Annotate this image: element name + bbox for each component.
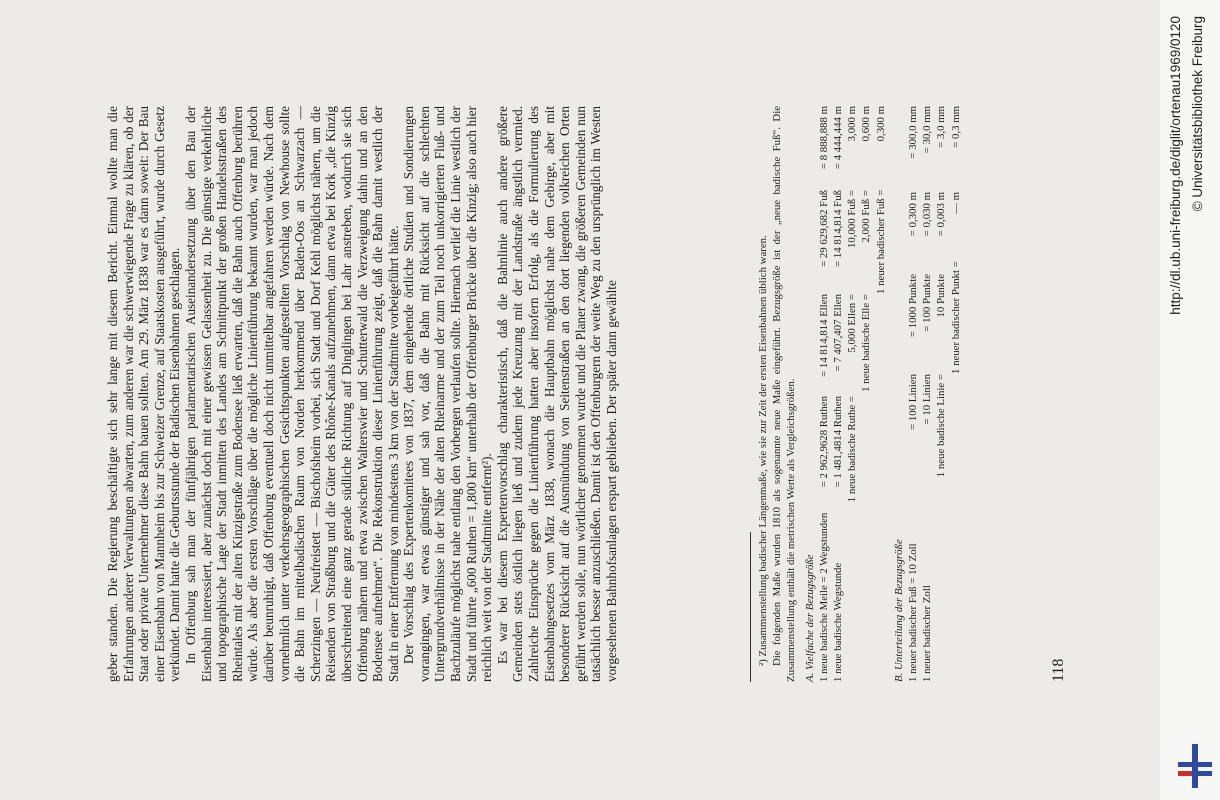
- table-cell: [845, 514, 859, 682]
- margin-text: [1160, 0, 1220, 800]
- table-cell: = 1000 Punkte: [907, 274, 920, 338]
- table-cell: 10,000 Fuß =: [846, 190, 859, 248]
- table-cell: 0,600 m: [860, 106, 873, 142]
- table-cell: = 1 481,4814 Ruthen: [832, 396, 845, 488]
- table-cell: = 100 Linien: [907, 374, 920, 430]
- table-cell: 1 neuer badischer Zoll: [921, 585, 934, 682]
- library-logo-icon: [1175, 742, 1215, 790]
- table-cell: [874, 294, 888, 396]
- body-text: [105, 106, 620, 682]
- table-row: [906, 106, 920, 682]
- table-cell: [949, 374, 963, 512]
- logo-red-bar: [1178, 771, 1192, 776]
- table-cell: [874, 514, 888, 682]
- table-cell: 1 neue badische Linie =: [935, 374, 948, 478]
- section-a-heading: A. Vielfache der Bezugsgröße: [803, 554, 816, 682]
- table-cell: = 0,030 m: [921, 192, 934, 237]
- table-cell: 10 Punkte: [935, 274, 948, 318]
- table-cell: [859, 396, 873, 514]
- footnote-rule: [750, 532, 751, 682]
- table-cell: = 3,0 mm: [935, 106, 948, 148]
- table-cell: = 29 629,682 Fuß: [817, 190, 830, 267]
- table-cell: 1 neuer badischer Punkt =: [949, 261, 962, 374]
- table-row: [949, 106, 963, 682]
- body-paragraph: In Offenburg sah man der fünfjährigen parlamentarischen Auseinandersetzung über den Bau der Eisenbahn interessiert, aber zunächst doch mit einer gewissen Gelassenheit zu. Die günstige verkehrliche und topographische Lage der Stadt inmitten des Landes am Schnittpunkt der großen Handelsstraßen des Rheintales mit der alten Kinzigstraße zum Bodensee ließ erwarten, daß die Bahn auch Offenburg berühren würde. Als aber die ersten Vorschläge über die mögliche Linienführung bekannt wurden, war man jedoch darüber beunruhigt, daß Offenburg eventuell doch nicht unmittelbar angefahren werden würde. Nach dem vornehmlich unter verkehrsgeographischen Gesichtspunkten aufgestellten Vorschlag von Newhouse sollte die Bahn im mittelbadischen Raum von Norden herkommend über Baden-Oos an Schwarzach — Scherzingen — Neufreistett — Bischofsheim vorbei, sich Stadt und Dorf Kehl möglichst nähern, um die Reisenden von Straßburg und die Güter des Rhône-Kanals aufzunehmen, dann etwa bei Kork „die Kinzig überschreitend eine ganz gerade südliche Richtung auf Dinglingen bei Lahr anstreben, wodurch sie sich Offenburg nähern und etwa zwischen Walterswier und Schutterwald die Verzweigung dahin und an den Bodensee aufnehmen“. Die Rekonstruktion dieser Linienführung zeigt, daß die Bahn damit westlich der Stadt in einer Entfernung von mindestens 3 km von der Stadtmitte vorbeigeführt hätte.: [182, 106, 401, 682]
- copyright-notice: © Universitätsbibliothek Freiburg: [1190, 16, 1205, 212]
- logo-blue-bar-top: [1178, 762, 1212, 767]
- table-row: [934, 106, 948, 682]
- table-cell: [874, 396, 888, 514]
- library-margin: [1160, 0, 1220, 800]
- footnote-intro: ²) Zusammenstellung badischer Längenmaße, wie sie zur Zeit der ersten Eisenbahnen üblich waren.: [757, 235, 769, 666]
- table-cell: [934, 512, 948, 682]
- table-cell: = 2 962,9628 Ruthen: [817, 396, 830, 488]
- footnote-block: [756, 106, 963, 682]
- table-row: [920, 106, 934, 682]
- table-cell: = 14 814,814 Ellen: [817, 294, 830, 377]
- body-paragraph: geber standen. Die Regierung beschäftigte sich sehr lange mit diesem Bericht. Einmal wollte man die Erfahrungen anderer Verwaltungen abwarten, zum anderen war die schwerwiegende Frage zu klären, ob der Staat oder private Unternehmer diese Bahn bauen sollten. Am 29. März 1838 war es dann soweit: Der Bau einer Eisenbahn von Mannheim bis zur Schweizer Grenze, auf Staatskosten ausgeführt, wurde durch Gesetz verkündet. Damit hatte die Geburtsstunde der Badischen Eisenbahnen geschlagen.: [105, 106, 183, 682]
- table-row: [831, 106, 845, 682]
- table-cell: = 0,300 m: [907, 192, 920, 237]
- table-cell: 3,000 m: [846, 106, 859, 142]
- table-cell: = 100 Punkte: [921, 274, 934, 332]
- table-row: [874, 106, 888, 682]
- table-cell: 5,000 Ellen =: [846, 294, 859, 353]
- table-row: [817, 106, 831, 682]
- table-cell: = 14 814,814 Fuß: [832, 190, 845, 267]
- table-cell: 1 neue badische Elle =: [860, 294, 873, 392]
- table-row: [859, 106, 873, 682]
- table-cell: = 300,0 mm: [907, 106, 920, 159]
- table-subdivisions: [906, 106, 963, 682]
- table-cell: 1 neue badische Ruthe =: [846, 396, 859, 503]
- body-paragraph: Es war bei diesem Expertenvorschlag charakteristisch, daß die Bahnlinie auch andere größere Gemeinden stets östlich liegen ließ und zudem jede Kreuzung mit der Landstraße ängstlich vermied. Zahlreiche Einsprüche gegen die Linienführung hatten aber insofern Erfolg, als die Formulierung des Eisenbahngesetzes vom März 1838, wonach die Hauptbahn möglichst nahe dem Gebirge, aber mit besonderer Rücksicht auf die Ausmündung von Seitenstraßen an den dort liegenden volkreichen Orten geführt werden solle, nun wörtlicher genommen wurde und die Planer zwang, die größeren Gemeinden nun tatsächlich besser anzuschließen. Damit ist den Offenburgern der weite Weg zu den ursprünglich im Westen vorgesehenen Bahnhofsanlagen erspart geblieben. Der später dann gewählte: [494, 106, 619, 682]
- table-cell: 1 neuer badischer Fuß = 10 Zoll: [907, 543, 920, 682]
- table-cell: — m: [949, 192, 962, 214]
- logo-blue-bar-bottom: [1198, 771, 1212, 776]
- table-cell: = 10 Linien: [921, 374, 934, 425]
- table-cell: 1 neue badische Meile = 2 Wegstunden: [817, 512, 830, 682]
- source-url-link[interactable]: http://dl.ub.uni-freiburg.de/diglit/ortenau1969/0120: [1168, 16, 1183, 315]
- table-row: [845, 106, 859, 682]
- table-cell: 1 neuer badischer Fuß =: [874, 189, 887, 294]
- table-multiples: [817, 106, 888, 682]
- table-cell: [859, 514, 873, 682]
- table-cell: 0,300 m: [874, 106, 887, 142]
- table-cell: = 30,0 mm: [921, 106, 934, 154]
- table-cell: [949, 512, 963, 682]
- section-b-heading: B. Unterteilung der Bezugsgröße: [892, 539, 905, 682]
- table-cell: = 7 407,407 Ellen: [832, 294, 845, 372]
- table-cell: = 8 888,888 m: [817, 106, 830, 170]
- table-cell: = 4 444,444 m: [832, 106, 845, 170]
- page-number: 118: [1050, 658, 1067, 682]
- table-cell: 1 neue badische Wegstunde: [832, 562, 845, 682]
- table-cell: = 0,003 m: [935, 192, 948, 237]
- footnote-paragraph: Die folgenden Maße wurden 1810 als sogenannte neue Maße eingeführt. Bezugsgröße ist der „neue badische Fuß“. Die Zusammenstellung enthält die metrischen Werte als Vergleichsgrößen.: [771, 106, 798, 682]
- body-paragraph: Der Vorschlag des Expertenkomitees von 1837, dem eingehende örtliche Studien und Sondierungen vorangingen, war etwas günstiger und sah vor, daß die Bahn mit Rücksicht auf die schlechten Untergrundverhältnisse in der Nähe der alten Rheinarme und der zum Teil noch unkorrigierten Fluß- und Bachzuläufe möglichst nahe entlang den Vorbergen verlaufen sollte. Hiernach verlief die Linie westlich der Stadt und führte „600 Ruthen = 1,800 km“ unterhalb der Offenburger Brücke über die Kinzig; also auch hier reichlich weit von der Stadtmitte entfernt²).: [401, 106, 495, 682]
- table-cell: 2,000 Fuß =: [860, 190, 873, 243]
- table-cell: = 0,3 mm: [949, 106, 962, 148]
